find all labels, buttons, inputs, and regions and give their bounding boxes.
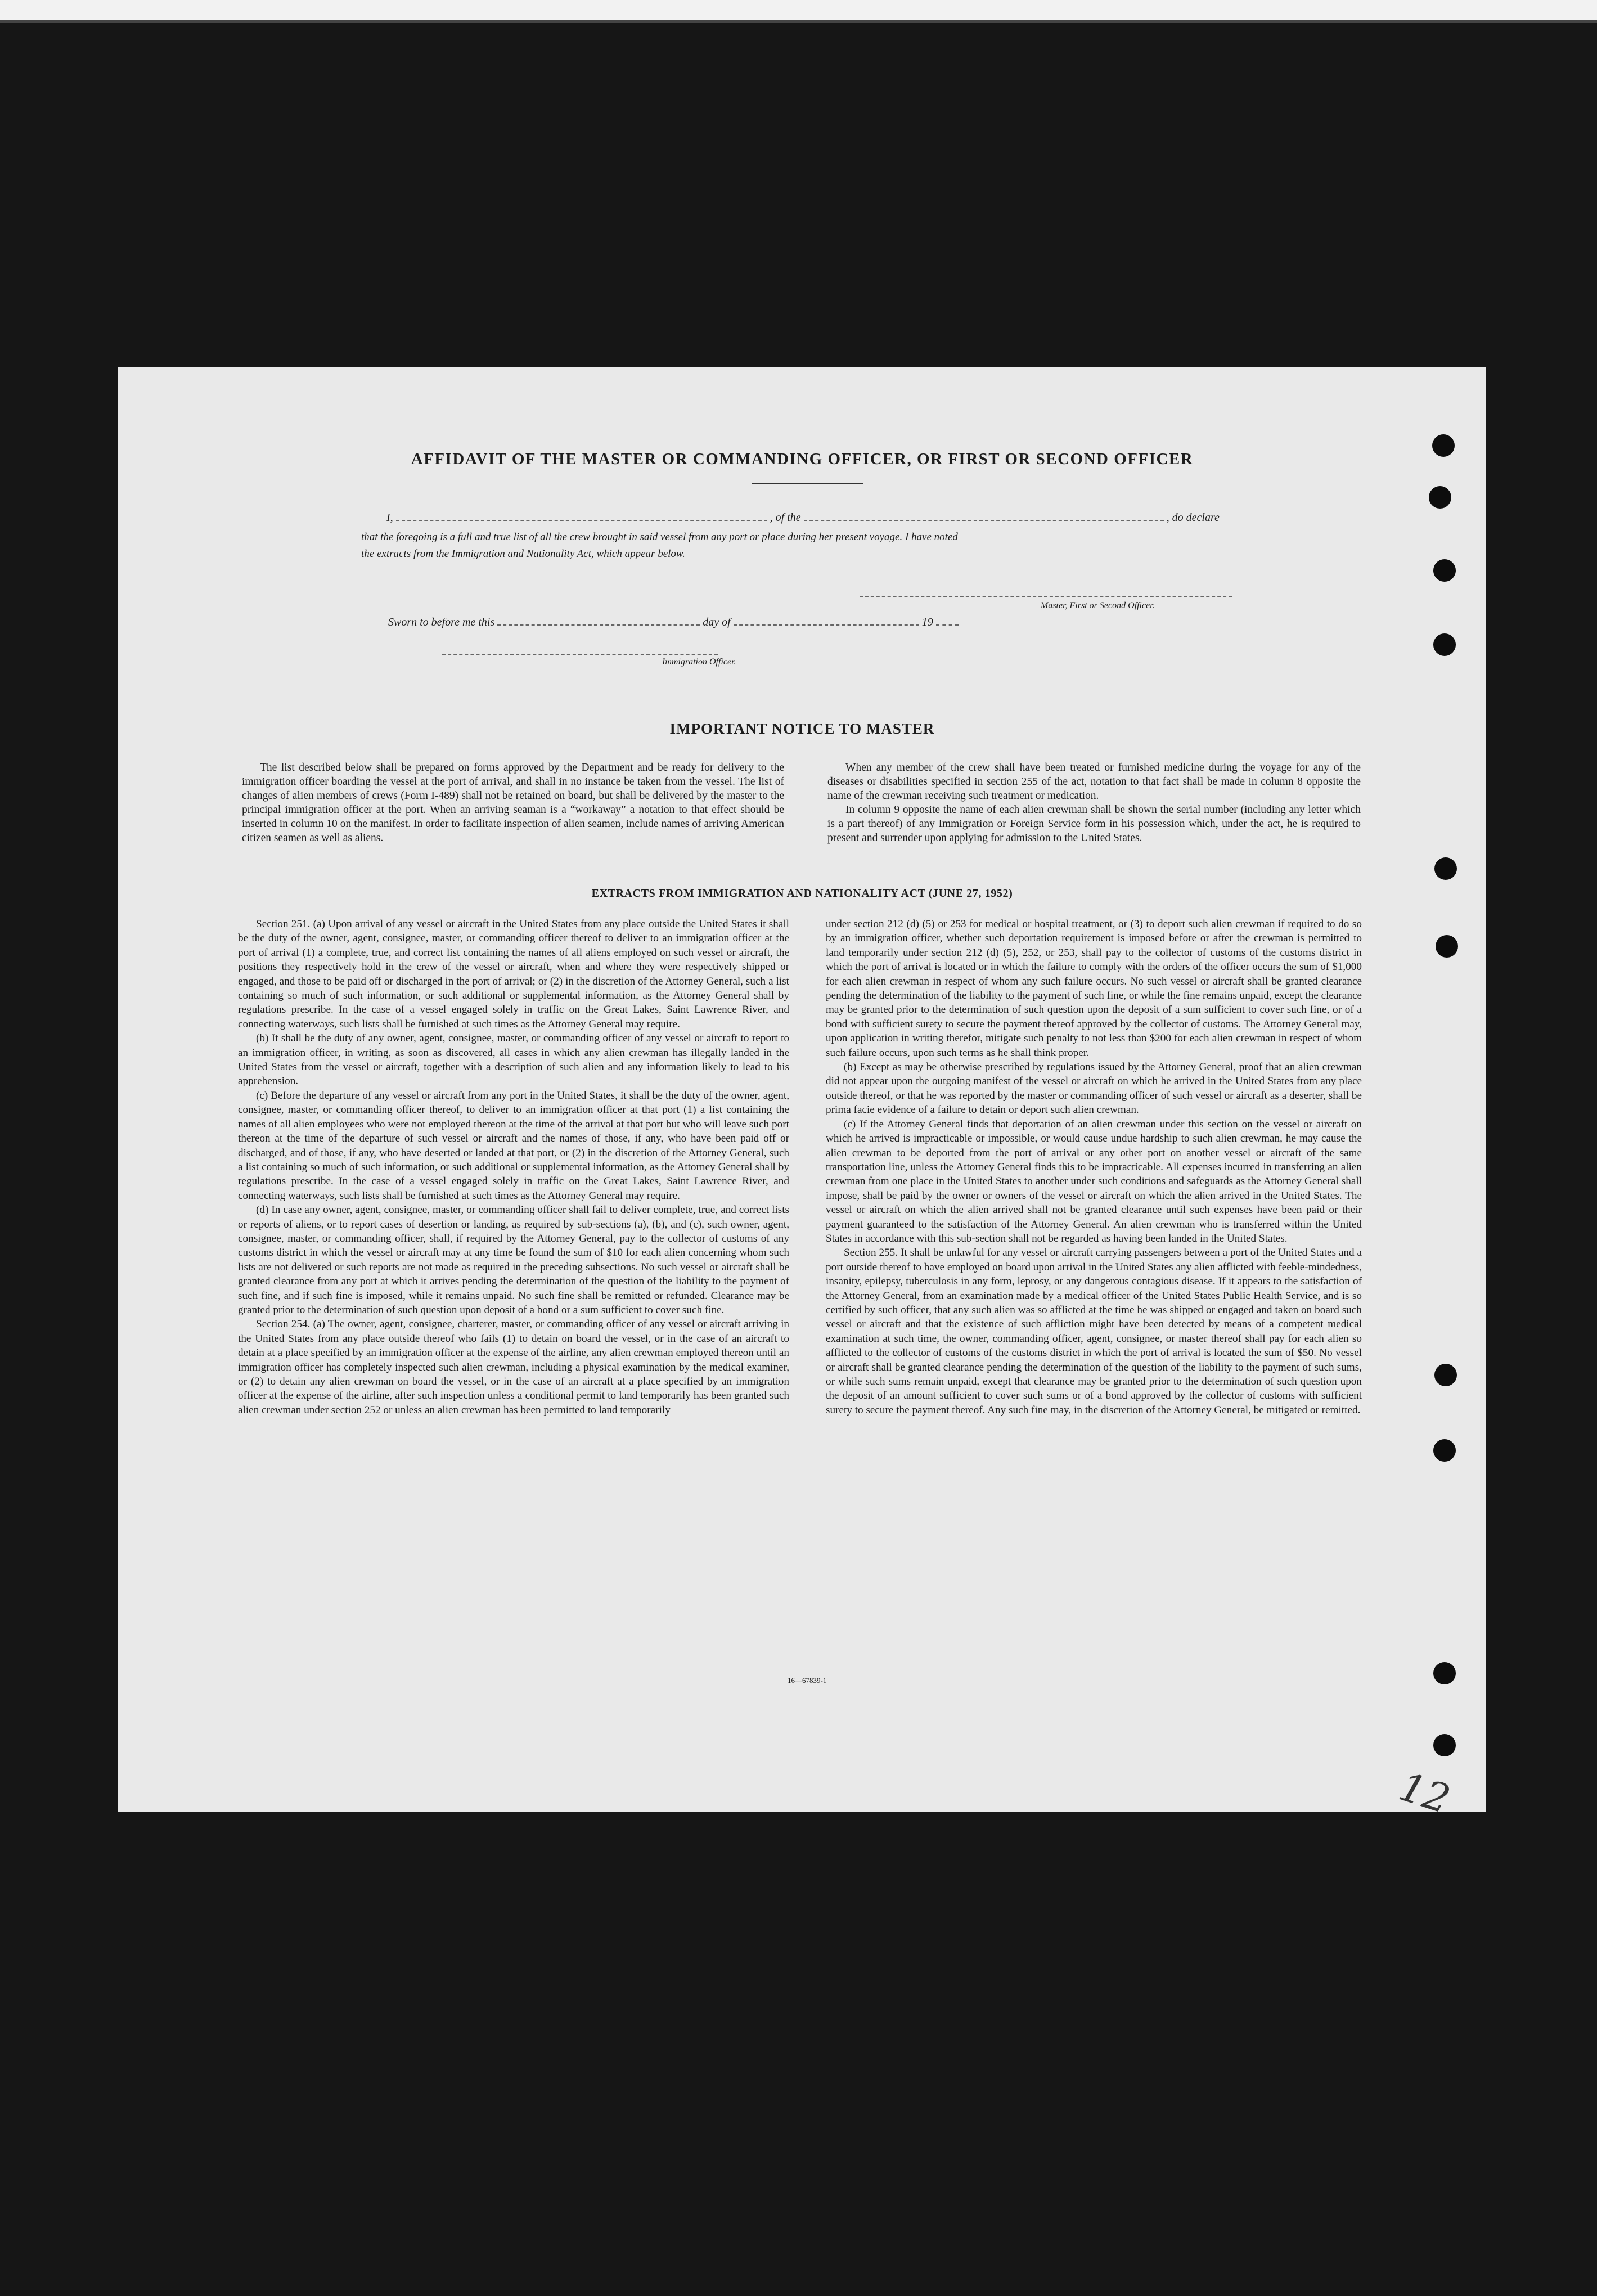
notice-paragraph: When any member of the crew shall have been treated or furnished medicine during the voyage for any of the diseases or disabilities specified in section 255 of the act, notation to that fact shall be made in column 8 opposite the name of the crewman receiving such treatment or medication. bbox=[827, 762, 1361, 802]
extract-paragraph: Section 255. It shall be unlawful for any vessel or aircraft carrying passengers between a port of the United States and a port outside thereof to have employed on board upon arrival in the United States any alien afflicted with feeble-mindedness, insanity, epilepsy, tuberculosis in any form, leprosy, or any dangerous contagious disease. If it appears to the satisfaction of the Attorney General, from an examination made by a medical officer of the United States Public Health Service, and is so certified by such officer, that any such alien was so afflicted at the time he was shipped or engaged and taken on board such vessel or aircraft and that the existence of such affliction might have been detected by means of a competent medical examination at such time, the owner, commanding officer, agent, consignee, or master thereof shall pay for each alien so afflicted to the collector of customs of the customs district in which the port of arrival is located the sum of $50. No vessel or aircraft shall be granted clearance pending the determination of the question of the liability to the payment of such sums, or while such sums remain unpaid, except that clearance may be granted prior to the determination of such question upon the deposit of an amount sufficient to cover such sums or of a bond approved by the collector of customs with sufficient surety to secure the payment thereof. Any such fine may, in the discretion of the Attorney General, be mitigated or remitted. bbox=[826, 1247, 1362, 1416]
binder-hole bbox=[1434, 1364, 1457, 1386]
name-blank bbox=[396, 512, 767, 521]
notice-paragraph: The list described below shall be prepared on forms approved by the Department and be ready for delivery to the immigration officer boarding the vessel at the port of arrival, and shall in no instance be taken from the vessel. The list of changes of alien members of crews (Form I-489) shall not be retained on board, but shall be delivered by the master to the principal immigration officer at the port. When an arriving seaman is a “workaway” a notation to that effect should be inserted in column 10 on the manifest. In order to facilitate inspection of alien seamen, include names of arriving American citizen seamen as well as aliens. bbox=[242, 762, 784, 844]
extracts-right-column bbox=[826, 917, 1362, 1417]
affidavit-line-1 bbox=[386, 511, 1220, 524]
extracts-heading: EXTRACTS FROM IMMIGRATION AND NATIONALITY ACT (JUNE 27, 1952) bbox=[591, 887, 1013, 900]
binder-hole bbox=[1432, 434, 1455, 457]
affidavit-line-3: the extracts from the Immigration and Nationality Act, which appear below. bbox=[361, 548, 685, 560]
day-of-label: day of bbox=[703, 616, 731, 628]
officer-signature-line bbox=[442, 654, 718, 655]
do-declare-label: , do declare bbox=[1166, 511, 1220, 524]
extract-paragraph: (d) In case any owner, agent, consignee, master, or commanding officer shall fail to deliver complete, true, and correct lists or reports of aliens, or to report cases of desertion or landing, as required by sub-sections (a), (b), and (c), such owner, agent, consignee, master, or commanding officer, shall, if required by the Attorney General, pay to the collector of customs of any customs district in which the vessel or aircraft may at any time be found the sum of $10 for each alien concerning whom such lists are not delivered or such reports are not made as required in the preceding subsections. No such vessel or aircraft shall be granted clearance from any port at which it arrives pending the determination of the question of the liability to the payment of such fine, and if such fine is imposed, while it remains unpaid. No such fine shall be remitted or refunded. Clearance may be granted prior to the determination of such question upon deposit of a bond or a sum sufficient to cover such fine. bbox=[238, 1204, 789, 1316]
affidavit-line-2: that the foregoing is a full and true list of all the crew brought in said vessel from any port or place during her present voyage. I have noted bbox=[361, 531, 958, 543]
print-code: 16—67839-1 bbox=[788, 1676, 827, 1684]
extract-paragraph: Section 251. (a) Upon arrival of any vessel or aircraft in the United States from any place outside the United States it shall be the duty of the owner, agent, consignee, master, or commanding officer thereof to deliver to an immigration officer at the port of arrival (1) a complete, true, and correct list containing the names of all aliens employed on such vessel or aircraft, the positions they respectively hold in the crew of the vessel or aircraft, when and where they were respectively shipped or engaged, and those to be paid off or discharged in the port of arrival; or (2) in the discretion of the Attorney General, such a list containing so much of such information, or such additional or supplemental information, as the Attorney General shall by regulations prescribe. In the case of a vessel engaged solely in traffic on the Great Lakes, Saint Lawrence River, and connecting waterways, such lists shall be furnished at such times as the Attorney General may require. bbox=[238, 918, 789, 1030]
i-label: I, bbox=[386, 511, 393, 524]
notice-left-column bbox=[242, 761, 784, 845]
extract-paragraph: (c) Before the departure of any vessel or aircraft from any port in the United States, it shall be the duty of the owner, agent, consignee, master, or commanding officer thereof, to deliver to an immigration officer at that port (1) a list containing the names of all alien employees who were not employed thereon at the time of the arrival at that port but who will leave such port thereon at the time of the departure of such vessel or aircraft and the names of those, if any, who have been paid off or discharged, and of those, if any, who have deserted or landed at that port, or (2) in the discretion of the Attorney General, such a list containing so much of such information, or such additional or supplemental information, as the Attorney General shall by regulations prescribe. In the case of a vessel engaged solely in traffic on the Great Lakes, Saint Lawrence River, and connecting waterways, such lists shall be furnished at such times as the Attorney General may require. bbox=[238, 1089, 789, 1202]
binder-hole bbox=[1434, 857, 1457, 880]
sworn-month-blank bbox=[734, 617, 919, 626]
year-blank bbox=[936, 617, 959, 626]
extract-paragraph: Section 254. (a) The owner, agent, consignee, charterer, master, or commanding officer of any vessel or aircraft arriving in the United States from any place outside thereof who fails (1) to detain on board the vessel, or in the case of an aircraft to detain at a place specified by an immigration officer at the expense of the airline, any alien crewman employed thereon until an immigration officer has completely inspected such alien crewman, including a physical examination by the medical examiner, or (2) to detain any alien crewman on board the vessel, or in the case of an aircraft at a place specified by an immigration officer at the expense of the airline, after such inspection unless a conditional permit to land temporarily has been granted such alien crewman under section 252 or unless an alien crewman has been permitted to land temporarily bbox=[238, 1318, 789, 1416]
notice-heading: IMPORTANT NOTICE TO MASTER bbox=[669, 720, 935, 737]
binder-hole bbox=[1433, 633, 1456, 656]
master-signature-line bbox=[860, 596, 1232, 597]
extract-paragraph: (c) If the Attorney General finds that deportation of an alien crewman under this section on the vessel or aircraft on which he arrived is impracticable or impossible, or would cause undue hardship to such alien crewman, he may cause the alien crewman to be deported from the port of arrival or any other port on another vessel or aircraft of the same transportation line, unless the Attorney General finds this to be impracticable. All expenses incurred in transferring an alien crewman from one place in the United States to another under such conditions and safeguards as the Attorney General shall impose, shall be paid by the owner or owners of the vessel or aircraft on which the alien arrived in the United States. The vessel or aircraft on which the alien arrived shall not be granted clearance until such expenses have been paid or their payment guaranteed to the satisfaction of the Attorney General. An alien crewman who is transferred within the United States in accordance with this sub-section shall not be regarded as having been landed in the United States. bbox=[826, 1118, 1362, 1244]
master-caption: Master, First or Second Officer. bbox=[1041, 601, 1155, 610]
binder-hole bbox=[1433, 1734, 1456, 1756]
binder-hole bbox=[1436, 935, 1458, 958]
sworn-day-blank bbox=[497, 617, 700, 626]
affidavit-title: AFFIDAVIT OF THE MASTER OR COMMANDING OFFICER, OR FIRST OR SECOND OFFICER bbox=[411, 450, 1194, 468]
binder-hole bbox=[1433, 1439, 1456, 1462]
binder-hole bbox=[1433, 559, 1456, 582]
binder-hole bbox=[1433, 1662, 1456, 1684]
title-rule bbox=[752, 483, 863, 484]
notice-paragraph: In column 9 opposite the name of each alien crewman shall be shown the serial number (including any letter which is a part thereof) of any Immigration or Foreign Service form in his possession which, under the act, he is required to present and surrender upon applying for admission to the United States. bbox=[827, 804, 1361, 844]
handwritten-page-number: 12 bbox=[1393, 1763, 1456, 1823]
notice-right-column bbox=[827, 761, 1361, 845]
year-label: 19 bbox=[921, 616, 933, 628]
binder-hole bbox=[1429, 486, 1451, 509]
extract-paragraph: under section 212 (d) (5) or 253 for medical or hospital treatment, or (3) to deport such alien crewman if required to do so by an immigration officer, whether such deportation requirement is imposed before or after the crewman is permitted to land temporarily under section 212 (d) (5), 252, or 253, shall pay to the collector of customs of the customs district in which the port of arrival is located or in which the failure to comply with the orders of the officer occurs the sum of $1,000 for each alien crewman in respect of whom any such failure occurs. No such vessel or aircraft shall be granted clearance pending the determination of the liability to the payment of such fine, or while the fine remains unpaid, except the clearance may be granted prior to the determination of such question upon the deposit of a sum sufficient to cover such fine, or of a bond with sufficient surety to secure the payment thereof approved by the collector of customs. The Attorney General may, upon application in writing therefor, mitigate such penalty to not less than $200 for each alien crewman in respect of whom such failure occurs, upon such terms as he shall think proper. bbox=[826, 918, 1362, 1059]
scanner-edge bbox=[0, 20, 1597, 23]
sworn-line bbox=[388, 616, 959, 629]
sworn-label: Sworn to before me this bbox=[388, 616, 495, 628]
of-the-label: , of the bbox=[770, 511, 801, 524]
immigration-officer-caption: Immigration Officer. bbox=[662, 657, 736, 667]
extract-paragraph: (b) Except as may be otherwise prescribed by regulations issued by the Attorney General, proof that an alien crewman did not appear upon the outgoing manifest of the vessel or aircraft on which he arrived in the United States from any place outside thereof, or that he was reported by the master or commanding officer of such vessel or aircraft as a deserter, shall be prima facie evidence of a failure to detain or deport such alien crewman. bbox=[826, 1061, 1362, 1116]
vessel-blank bbox=[804, 512, 1164, 521]
extract-paragraph: (b) It shall be the duty of any owner, agent, consignee, master, or commanding officer of any vessel or aircraft to report to an immigration officer, in writing, as soon as discovered, all cases in which any alien crewman has illegally landed in the United States from the vessel or aircraft, together with a description of such alien and any information likely to lead to his apprehension. bbox=[238, 1032, 789, 1088]
scanner-top-band bbox=[0, 0, 1597, 20]
document-page bbox=[118, 367, 1486, 1812]
extracts-left-column bbox=[238, 917, 789, 1417]
